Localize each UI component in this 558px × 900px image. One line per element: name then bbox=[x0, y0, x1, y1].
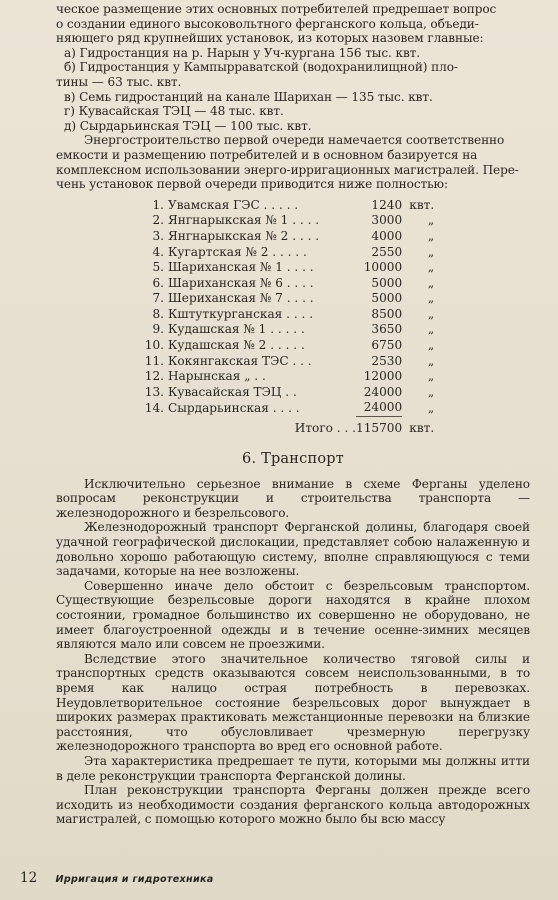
plant-row bbox=[142, 354, 434, 370]
energy-paragraph-line: комплексном использовании энерго-ирригационных магистралей. Пере- bbox=[56, 162, 519, 177]
plant-unit: „ bbox=[427, 228, 435, 243]
plant-row bbox=[142, 260, 434, 276]
plant-capacity: 5000 bbox=[371, 275, 403, 290]
plant-number: 2. bbox=[152, 213, 164, 228]
plant-unit: „ bbox=[427, 306, 435, 321]
plant-number: 10. bbox=[144, 338, 164, 353]
transport-paragraph: Эта характеристика предрешает те пути, которыми мы должны итти в деле реконструкции транспорта Ферганской долины. bbox=[56, 753, 530, 783]
total-value: 115700 bbox=[356, 417, 402, 437]
station-b: б) Гидростанция у Кампырраватской (водохранилищной) пло- bbox=[64, 60, 458, 75]
plant-unit: „ bbox=[427, 322, 435, 337]
station-b-cont: тины — 63 тыс. квт. bbox=[56, 74, 182, 89]
plant-row bbox=[142, 385, 434, 401]
plant-unit: „ bbox=[427, 400, 435, 415]
plant-row bbox=[142, 338, 434, 354]
plant-capacity: 8500 bbox=[371, 306, 403, 321]
transport-paragraph: Совершенно иначе дело обстоит с безрельсовым транспортом. Существующие безрельсовые дороги находятся в крайне плохом состоянии, громадное большинство их совершенно не оборудовано, не имеет благоустроенной одежды и в течение осенне-зимних месяцев являются мало или совсем не проезжими. bbox=[56, 578, 530, 652]
plant-name: Шариханская № 6 . . . . bbox=[168, 275, 314, 290]
plant-row bbox=[142, 291, 434, 307]
page-number: 12 bbox=[20, 870, 38, 886]
plant-number: 12. bbox=[144, 369, 164, 384]
plant-unit: „ bbox=[427, 338, 435, 353]
plant-capacity: 24000 bbox=[363, 384, 403, 399]
transport-paragraph: Исключительно серьезное внимание в схеме Ферганы уделено вопросам реконструкции и строительства транспорта — железнодорожного и безрельсового. bbox=[56, 476, 530, 520]
station-a: а) Гидростанция на р. Нарын у Уч-кургана 156 тыс. квт. bbox=[64, 45, 420, 60]
plant-number: 13. bbox=[144, 384, 164, 399]
plant-unit: „ bbox=[427, 275, 435, 290]
transport-paragraph: Железнодорожный транспорт Ферганской долины, благодаря своей удачной географической дислокации, представляет собою налаженную и довольно хорошо работающую систему, вполне справляющуюся с теми задачами, которые на нее возложены. bbox=[56, 520, 530, 579]
plant-row bbox=[142, 307, 434, 323]
plant-name: Янгнарыкская № 2 . . . . bbox=[168, 228, 320, 243]
plant-unit: „ bbox=[427, 384, 435, 399]
plant-capacity: 12000 bbox=[363, 369, 403, 384]
plant-number: 9. bbox=[152, 322, 164, 337]
plant-capacity: 2550 bbox=[371, 244, 403, 259]
station-d: д) Сырдарьинская ТЭЦ — 100 тыс. квт. bbox=[64, 118, 312, 133]
plant-unit: квт. bbox=[409, 197, 435, 212]
plant-unit: „ bbox=[427, 369, 435, 384]
plant-number: 5. bbox=[152, 260, 164, 275]
plant-number: 6. bbox=[152, 275, 164, 290]
plants-table-body bbox=[142, 198, 434, 417]
section-title: 6. Транспорт bbox=[242, 450, 344, 467]
journal-title: Ирригация и гидротехника bbox=[55, 874, 214, 885]
transport-section bbox=[56, 477, 530, 827]
plant-name: Кштуткурганская . . . . bbox=[168, 306, 314, 321]
plant-number: 7. bbox=[152, 291, 164, 306]
plants-table bbox=[142, 198, 434, 437]
intro-line: о создании единого высоковольтного ферганского кольца, объеди- bbox=[56, 16, 479, 31]
plant-name: Сырдарьинская . . . . bbox=[168, 400, 300, 415]
plant-number: 14. bbox=[144, 400, 164, 415]
plant-row bbox=[142, 213, 434, 229]
station-v: в) Семь гидростанций на канале Шарихан — 135 тыс. квт. bbox=[64, 89, 433, 104]
plant-row bbox=[142, 198, 434, 214]
plant-unit: „ bbox=[427, 213, 435, 228]
plant-name: Кокянгакская ТЭС . . . bbox=[168, 353, 312, 368]
plant-capacity: 6750 bbox=[371, 338, 403, 353]
plant-number: 11. bbox=[144, 353, 164, 368]
plant-row bbox=[142, 369, 434, 385]
station-g: г) Кувасайская ТЭЦ — 48 тыс. квт. bbox=[64, 104, 284, 119]
plant-name: Кугартская № 2 . . . . . bbox=[168, 244, 307, 259]
plant-number: 8. bbox=[152, 306, 164, 321]
plant-number: 4. bbox=[152, 244, 164, 259]
plant-capacity: 3650 bbox=[371, 322, 403, 337]
plant-name: Кудашская № 1 . . . . . bbox=[168, 322, 305, 337]
plant-capacity: 10000 bbox=[363, 260, 403, 275]
page-footer bbox=[20, 870, 214, 886]
plant-unit: „ bbox=[427, 353, 435, 368]
plant-capacity: 5000 bbox=[371, 291, 403, 306]
plant-row bbox=[142, 276, 434, 292]
energy-paragraph-line: емкости и размещению потребителей и в основном базируется на bbox=[56, 147, 478, 162]
plant-name: Кувасайская ТЭЦ . . bbox=[168, 384, 297, 399]
energy-section bbox=[56, 0, 530, 192]
plant-unit: „ bbox=[427, 244, 435, 259]
plant-row bbox=[142, 245, 434, 261]
total-label: Итого . . . bbox=[294, 420, 356, 435]
total-unit: квт. bbox=[409, 420, 435, 435]
plant-row bbox=[142, 229, 434, 245]
plant-capacity: 2530 bbox=[371, 353, 403, 368]
plant-capacity: 3000 bbox=[371, 213, 403, 228]
plant-unit: „ bbox=[427, 291, 435, 306]
plant-row bbox=[142, 400, 434, 416]
plant-capacity: 1240 bbox=[371, 197, 403, 212]
plant-row bbox=[142, 322, 434, 338]
plant-unit: „ bbox=[427, 260, 435, 275]
plant-capacity: 4000 bbox=[371, 228, 403, 243]
plant-name: Увамская ГЭС . . . . . bbox=[168, 197, 299, 212]
intro-line: няющего ряд крупнейших установок, из которых назовем главные: bbox=[56, 31, 484, 46]
plant-name: Нарынская „ . . bbox=[168, 369, 266, 384]
intro-line: ческое размещение этих основных потребителей предрешает вопрос bbox=[56, 2, 497, 16]
plant-number: 3. bbox=[152, 228, 164, 243]
energy-paragraph-line: чень установок первой очереди приводится ниже полностью: bbox=[56, 177, 448, 192]
plant-name: Шариханская № 1 . . . . bbox=[168, 260, 314, 275]
transport-paragraph: План реконструкции транспорта Ферганы должен прежде всего исходить из необходимости создания ферганского кольца автодорожных магистралей, с помощью которого можно было бы всю массу bbox=[56, 783, 530, 827]
plant-number: 1. bbox=[152, 197, 164, 212]
energy-paragraph-line: Энергостроительство первой очереди намечается соответственно bbox=[84, 133, 505, 148]
plant-name: Кудашская № 2 . . . . . bbox=[168, 338, 305, 353]
plant-name: Янгнарыкская № 1 . . . . bbox=[168, 213, 320, 228]
transport-paragraph: Вследствие этого значительное количество тяговой силы и транспортных средств оказываются совсем неиспользованными, в то время как налицо острая потребность в перевозках. Неудовлетворительное состояние безрельсовых дорог вынуждает в широких размерах практиковать межстанционные перевозки на близкие расстояния, что обусловливает чрезмерную перегрузку железнодорожного транспорта во вред его основной работе. bbox=[56, 651, 530, 754]
total-row bbox=[142, 417, 434, 437]
plant-capacity: 24000 bbox=[363, 400, 403, 415]
plant-name: Шериханская № 7 . . . . bbox=[168, 291, 314, 306]
